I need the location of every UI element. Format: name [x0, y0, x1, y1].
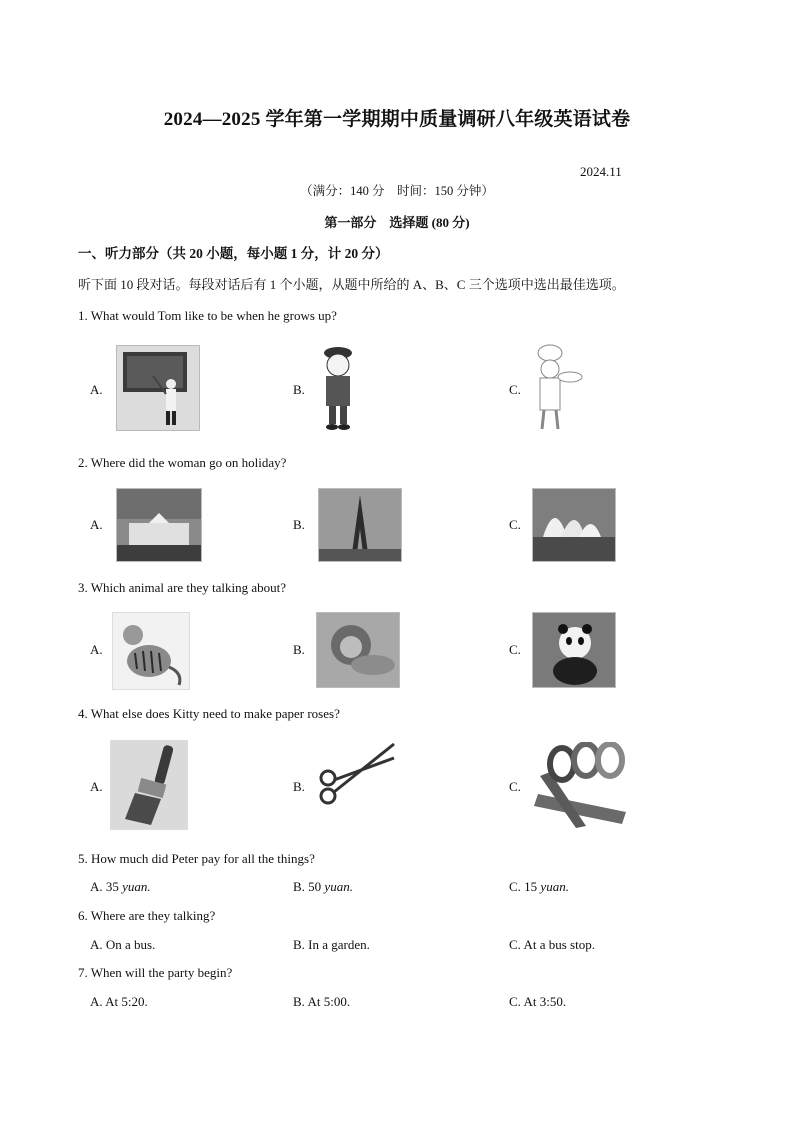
- question-3: 3. Which animal are they talking about?: [78, 580, 287, 595]
- sydney-opera-house-image: [532, 488, 616, 562]
- q4-option-c-label: C.: [509, 779, 521, 794]
- q6-option-a: A. On a bus.: [90, 937, 156, 952]
- teacher-image: [116, 345, 200, 431]
- q2-option-c-label: C.: [509, 517, 521, 532]
- q3-option-b-label: B.: [293, 642, 305, 657]
- chef-image: [526, 343, 584, 433]
- eiffel-tower-image: [318, 488, 402, 562]
- q4-option-a-label: A.: [90, 779, 103, 794]
- section-instruction: 听下面 10 段对话。每段对话后有 1 个小题，从题中所给的 A、B、C 三个选项中选出最佳选项。: [78, 277, 625, 292]
- panda-image: [532, 612, 616, 688]
- q6-option-b: B. In a garden.: [293, 937, 370, 952]
- question-1: 1. What would Tom like to be when he grows up?: [78, 308, 337, 323]
- tiger-cub-image: [112, 612, 190, 690]
- q5-option-b: B. 50 yuan.: [293, 879, 353, 894]
- question-6: 6. Where are they talking?: [78, 908, 216, 923]
- question-4: 4. What else does Kitty need to make paper roses?: [78, 706, 340, 721]
- q7-option-a: A. At 5:20.: [90, 994, 148, 1009]
- paintbrush-image: [110, 740, 188, 830]
- q5-option-c: C. 15 yuan.: [509, 879, 569, 894]
- lion-image: [316, 612, 400, 688]
- exam-date: 2024.11: [580, 164, 622, 179]
- question-7: 7. When will the party begin?: [78, 965, 233, 980]
- tape-rolls-image: [530, 742, 634, 828]
- q6-option-c: C. At a bus stop.: [509, 937, 595, 952]
- q1-option-b-label: B.: [293, 382, 305, 397]
- page-title: 2024—2025 学年第一学期期中质量调研八年级英语试卷: [163, 109, 631, 130]
- q2-option-a-label: A.: [90, 517, 103, 532]
- scissors-image: [312, 740, 398, 812]
- q2-option-b-label: B.: [293, 517, 305, 532]
- exam-info: （满分：140 分 时间：150 分钟）: [300, 184, 494, 198]
- question-2: 2. Where did the woman go on holiday?: [78, 455, 287, 470]
- white-house-image: [116, 488, 202, 562]
- police-officer-image: [318, 343, 358, 431]
- section-heading: 一、听力部分（共 20 小题，每小题 1 分，计 20 分）: [78, 246, 389, 261]
- q4-option-b-label: B.: [293, 779, 305, 794]
- q3-option-a-label: A.: [90, 642, 103, 657]
- question-5: 5. How much did Peter pay for all the things?: [78, 851, 315, 866]
- q7-option-b: B. At 5:00.: [293, 994, 351, 1009]
- q1-option-c-label: C.: [509, 382, 521, 397]
- q3-option-c-label: C.: [509, 642, 521, 657]
- q1-option-a-label: A.: [90, 382, 103, 397]
- part-heading: 第一部分 选择题 (80 分): [324, 215, 470, 230]
- q7-option-c: C. At 3:50.: [509, 994, 567, 1009]
- q5-option-a: A. 35 yuan.: [90, 879, 151, 894]
